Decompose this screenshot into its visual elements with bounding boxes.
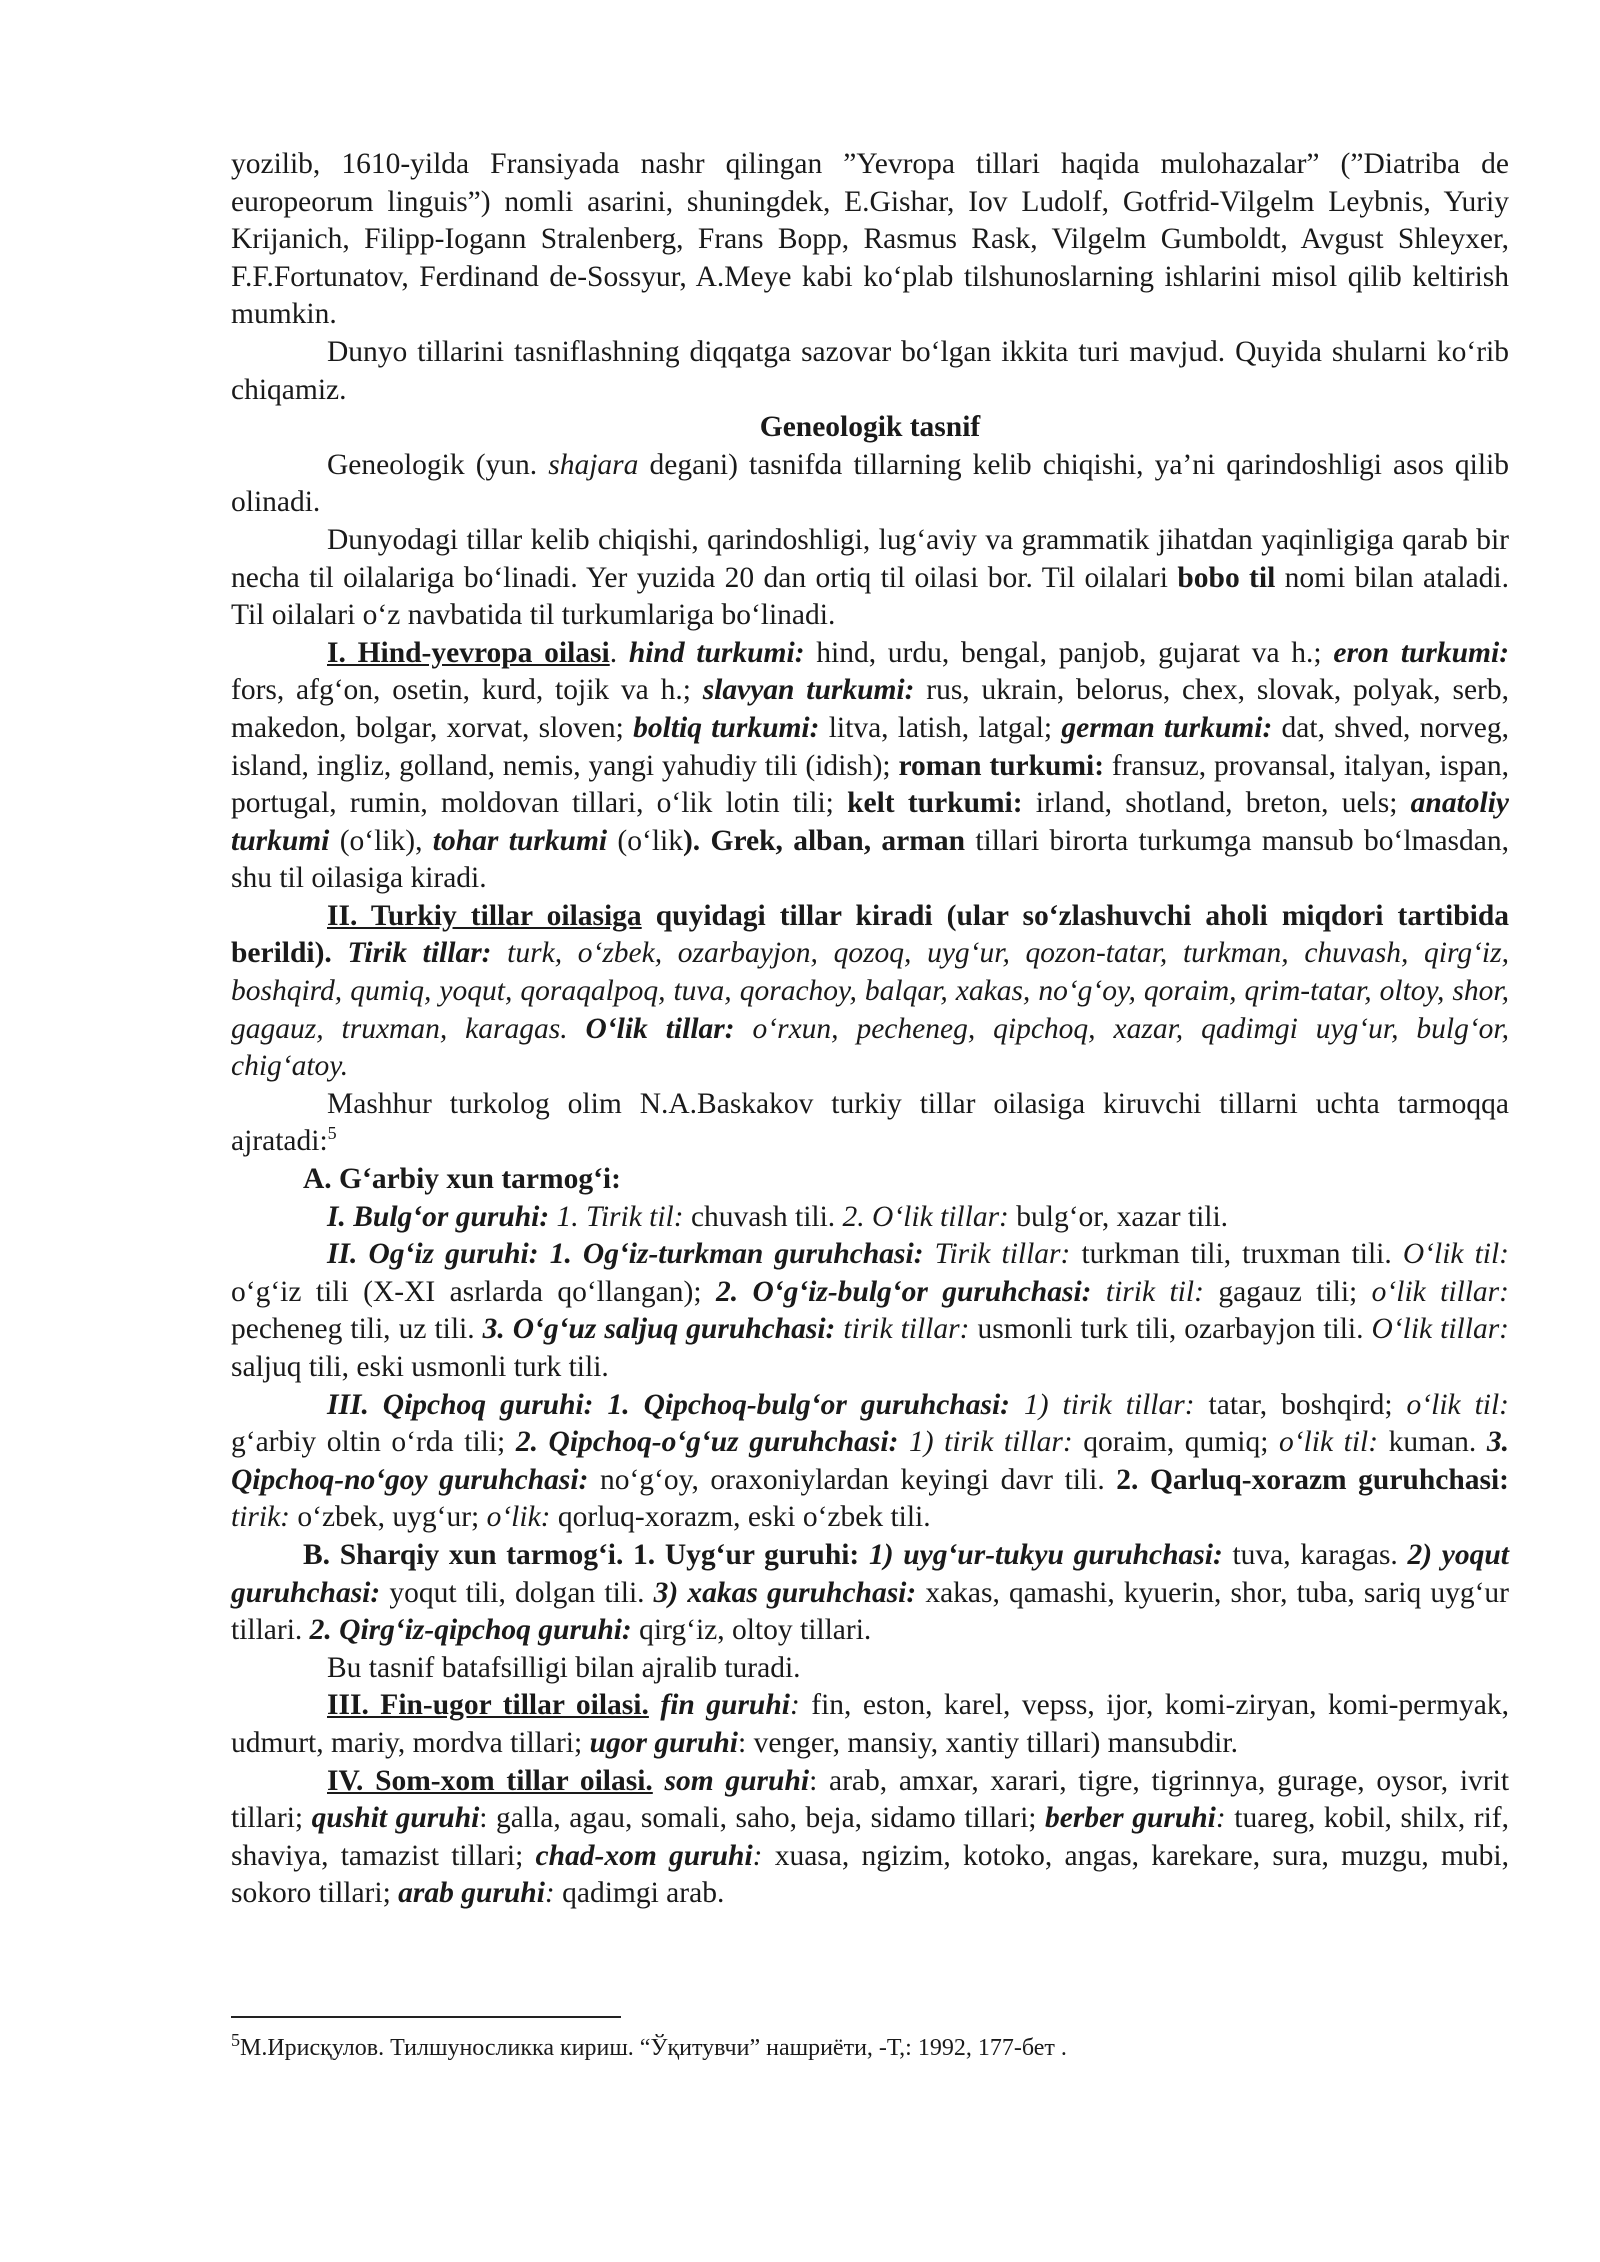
text-run: hind, urdu, bengal, panjob, gujarat va h.; xyxy=(804,636,1334,669)
genealogical-definition-paragraph xyxy=(231,447,1509,522)
group-label: chad-xom guruhi xyxy=(535,1839,753,1872)
italic-text-run: 1. Tirik til: xyxy=(549,1200,684,1233)
eastern-branch-paragraph xyxy=(231,1537,1509,1650)
italic-text-run: tirik til: xyxy=(1091,1275,1204,1308)
italic-term: shajara xyxy=(548,448,639,481)
classification-intro-paragraph: Dunyo tillarini tasniflashning diqqatga sazovar bo‘lgan ikkita turi mavjud. Quyida shularni ko‘rib chiqamiz. xyxy=(231,335,1509,406)
italic-text-run: turk, o‘zbek, ozarbayjon, qozoq, uyg‘ur, qozon-tatar, turkman, chuvash, qirg‘iz, boshqird, qumiq, yoqut, qoraqalpoq, tuva, qorachoy, balqar, xakas, no‘g‘oy, qoraim, qrim-tatar, oltoy, shor, gagauz, truxman, karagas. xyxy=(231,937,1509,1045)
text-run: rus, ukrain, belorus, chex, slovak, polyak, serb, makedon, bolgar, xorvat, sloven; xyxy=(231,674,1509,744)
text-run: fin, eston, karel, vepss, ijor, komi-ziryan, komi-permyak, udmurt, mariy, mordva tillari; xyxy=(231,1689,1509,1759)
group-label: 2. Qirg‘iz-qipchoq guruhi: xyxy=(309,1614,632,1647)
group-label: qushit guruhi xyxy=(311,1802,480,1835)
text-run: Mashhur turkolog olim N.A.Baskakov turkiy tillar oilasiga kiruvchi tillarni uchta tarmoqqa ajratadi: xyxy=(231,1087,1509,1158)
text-run: : arab, amxar, xarari, tigre, tigrinnya, gurage, oysor, ivrit tillari; xyxy=(231,1764,1510,1835)
group-label: slavyan turkumi: xyxy=(702,674,915,707)
bold-term: bobo til xyxy=(1177,561,1276,594)
main-text xyxy=(231,146,1509,1913)
italic-text-run: o‘rxun, pecheneg, qipchoq, xazar, qadimgi uyg‘ur, bulg‘or, chig‘atoy. xyxy=(231,1012,1510,1083)
text-run: Geneologik (yun. xyxy=(327,448,549,481)
italic-text-run: o‘lik tillar: xyxy=(1371,1275,1509,1308)
group-label: roman turkumi: xyxy=(898,749,1105,782)
text-run: xakas, qamashi, kyuerin, shor, tuba, sariq uyg‘ur tillari. xyxy=(231,1576,1509,1647)
text-run: : galla, agau, somali, saho, beja, sidamo tillari; xyxy=(479,1802,1046,1835)
group-label: 2. Qarluq-xorazm guruhchasi: xyxy=(1116,1463,1509,1496)
footnote-number: 5 xyxy=(231,2030,240,2050)
text-run: litva, latish, latgal; xyxy=(819,711,1062,744)
group-label: ugor guruhi xyxy=(589,1726,738,1759)
group-label: 3) xakas guruhchasi: xyxy=(653,1576,917,1609)
intro-paragraph: yozilib, 1610-yilda Fransiyada nashr qilingan ”Yevropa tillari haqida mulohazalar” (”Diatriba de europeorum linguis”) nomli asarini, shuningdek, E.Gishar, Iov Ludolf, Gotfrid-Vilgelm Leybnis, Yuriy Krijanich, Filipp-Iogann Stralenberg, Frans Bopp, Rasmus Rask, Vilgelm Gumboldt, Avgust Shleyxer, F.F.Fortunatov, Ferdinand de-Sossyur, A.Meye kabi ko‘plab tilshunoslarning ishlarini misol qilib keltirish mumkin. xyxy=(231,148,1509,331)
text-run xyxy=(649,1689,661,1721)
bold-text-run: quyidagi tillar kiradi (ular so‘zlashuvchi aholi miqdori tartibida berildi). xyxy=(231,899,1509,970)
text-run xyxy=(653,1765,665,1797)
text-run: qoraim, qumiq; xyxy=(1072,1426,1279,1459)
text-run: pecheneg tili, uz tili. xyxy=(231,1313,483,1346)
text-run: tatar, boshqird; xyxy=(1194,1388,1407,1421)
group-label: kelt turkumi: xyxy=(847,787,1023,820)
family-heading-indo-european: I. Hind-yevropa oilasi xyxy=(327,636,610,669)
group-label: hind turkumi: xyxy=(628,636,805,669)
text-run: qorluq-xorazm, eski o‘zbek tili. xyxy=(550,1501,931,1534)
text-run: usmonli turk tili, ozarbayjon tili. xyxy=(969,1313,1372,1346)
text-run: no‘g‘oy, oraxoniylardan keyingi davr tili. xyxy=(588,1463,1117,1496)
text-run: turkman tili, truxman tili. xyxy=(1070,1238,1403,1271)
indo-european-paragraph xyxy=(231,635,1509,898)
group-label: german turkumi: xyxy=(1061,711,1273,744)
text-run: (o‘lik xyxy=(607,824,683,857)
oguz-group-paragraph xyxy=(231,1236,1509,1386)
text-run: qadimgi arab. xyxy=(554,1877,725,1910)
turkic-paragraph xyxy=(231,898,1509,1086)
text-run: tuareg, kobil, shilx, rif, shaviya, tamazist tillari; xyxy=(231,1802,1509,1872)
family-heading-semito-hamitic: IV. Som-xom tillar oilasi. xyxy=(327,1764,653,1797)
detail-note-paragraph: Bu tasnif batafsilligi bilan ajralib turadi. xyxy=(327,1651,801,1684)
family-heading-finno-ugric: III. Fin-ugor tillar oilasi. xyxy=(327,1689,649,1722)
text-run: kuman. xyxy=(1378,1426,1487,1459)
group-label: tohar turkumi xyxy=(432,824,608,857)
italic-text-run: : xyxy=(752,1839,763,1872)
italic-text-run: 1) tirik tillar: xyxy=(1010,1388,1195,1421)
text-run: fors, afg‘on, osetin, kurd, tojik va h.; xyxy=(231,674,703,707)
group-label: 3. O‘g‘uz saljuq guruhchasi: xyxy=(482,1313,836,1346)
group-label: 2. O‘g‘iz-bulg‘or guruhchasi: xyxy=(715,1275,1092,1308)
text-run: dat, shved, norveg, island, ingliz, golland, nemis, yangi yahudiy tili (idish); xyxy=(231,711,1509,782)
text-run: o‘zbek, uyg‘ur; xyxy=(290,1501,487,1534)
italic-text-run: 1) tirik tillar: xyxy=(898,1426,1073,1459)
kipchak-group-paragraph xyxy=(231,1387,1509,1537)
language-families-paragraph xyxy=(231,522,1509,635)
italic-text-run: : xyxy=(544,1877,555,1910)
text-run: nomi bilan ataladi. Til oilalari o‘z navbatida til turkumlariga bo‘linadi. xyxy=(231,561,1510,632)
italic-text-run: Tirik tillar: xyxy=(923,1238,1071,1271)
text-run: gagauz tili; xyxy=(1203,1275,1372,1308)
italic-text-run: tirik: xyxy=(231,1501,290,1534)
branch-label: B. Sharqiy xun tarmog‘i. 1. Uyg‘ur guruhi: xyxy=(303,1538,860,1571)
italic-text-run: o‘lik: xyxy=(486,1501,551,1534)
text-run: chuvash tili. xyxy=(683,1200,843,1233)
italic-text-run: o‘lik til: xyxy=(1278,1426,1379,1459)
text-run: xuasa, ngizim, kotoko, angas, karekare, sura, muzgu, mubi, sokoro tillari; xyxy=(231,1839,1509,1910)
western-branch-heading xyxy=(231,1161,1509,1199)
text-run: Dunyodagi tillar kelib chiqishi, qarindoshligi, lug‘aviy va grammatik jihatdan yaqinligiga qarab bir necha til oilalariga bo‘linadi. Yer yuzida 20 dan ortiq til oilasi bor. Til oilalari xyxy=(231,523,1509,594)
group-label: 1) uyg‘ur-tukyu guruhchasi: xyxy=(859,1538,1223,1571)
text-run: tillari birorta turkumga mansub bo‘lmasdan, shu til oilasiga kiradi. xyxy=(231,824,1510,895)
branch-label: A. G‘arbiy xun tarmog‘i: xyxy=(303,1163,621,1196)
group-label: III. Qipchoq guruhi: 1. Qipchoq-bulg‘or guruhchasi: xyxy=(327,1388,1011,1421)
text-run: . xyxy=(609,636,629,669)
footnote-separator xyxy=(231,2016,621,2018)
group-label: 2. Qipchoq-o‘g‘uz guruhchasi: xyxy=(515,1426,899,1459)
group-label: 2) yoqut guruhchasi: xyxy=(231,1538,1509,1609)
bold-term: ). Grek, alban, arman xyxy=(682,824,965,857)
italic-text-run: tirik tillar: xyxy=(835,1313,970,1346)
italic-text-run: 2. O‘lik tillar: xyxy=(842,1200,1009,1233)
text-run: g‘arbiy oltin o‘rda tili; xyxy=(231,1426,516,1459)
text-run: o‘g‘iz tili (X-XI asrlarda qo‘llangan); xyxy=(231,1275,716,1308)
italic-text-run: O‘lik tillar: xyxy=(1371,1313,1510,1346)
footnote xyxy=(231,2030,1509,2063)
section-heading: Geneologik tasnif xyxy=(759,411,981,444)
group-label: eron turkumi: xyxy=(1333,636,1510,669)
group-label: II. Og‘iz guruhi: 1. Og‘iz-turkman guruhchasi: xyxy=(327,1238,924,1271)
footnote-text: М.Ирисқулов. Тилшуносликка кириш. “Ўқитувчи” нашриёти, -Т,: 1992, 177-бет . xyxy=(240,2035,1067,2061)
family-heading-turkic: II. Turkiy tillar oilasiga xyxy=(327,899,642,932)
footnote-reference[interactable]: 5 xyxy=(327,1123,337,1144)
baskakov-paragraph xyxy=(231,1086,1509,1161)
italic-text-run: : xyxy=(1215,1802,1226,1835)
text-run: fransuz, provansal, italyan, ispan, portugal, rumin, moldovan tillari, o‘lik lotin tili; xyxy=(231,749,1509,820)
text-run: degani) tasnifda tillarning kelib chiqishi, ya’ni qarindoshligi asos qilib olinadi. xyxy=(231,448,1509,519)
group-label: fin guruhi xyxy=(660,1689,790,1722)
group-label: boltiq turkumi: xyxy=(633,711,820,744)
group-label: som guruhi xyxy=(664,1764,810,1797)
text-run: yoqut tili, dolgan tili. xyxy=(380,1576,654,1609)
italic-text-run: O‘lik til: xyxy=(1402,1238,1510,1271)
finno-ugric-paragraph xyxy=(231,1687,1509,1762)
group-label: 3. Qipchoq-no‘goy guruhchasi: xyxy=(231,1426,1509,1496)
text-run: saljuq tili, eski usmonli turk tili. xyxy=(231,1351,609,1383)
semito-hamitic-paragraph xyxy=(231,1763,1509,1913)
bulgar-group-paragraph xyxy=(231,1199,1509,1237)
italic-text-run: o‘lik til: xyxy=(1406,1388,1510,1421)
group-label: anatoliy turkumi xyxy=(231,787,1509,857)
text-run: tuva, karagas. xyxy=(1222,1538,1408,1571)
group-label: arab guruhi xyxy=(398,1877,545,1910)
group-label: I. Bulg‘or guruhi: xyxy=(327,1200,550,1233)
text-run: (o‘lik), xyxy=(329,824,433,857)
text-run: bulg‘or, xazar tili. xyxy=(1008,1200,1229,1233)
group-label: Tirik tillar: xyxy=(347,937,492,970)
text-run: : venger, mansiy, xantiy tillari) mansubdir. xyxy=(738,1726,1238,1759)
italic-text-run: : xyxy=(789,1689,800,1722)
text-run: qirg‘iz, oltoy tillari. xyxy=(631,1614,872,1647)
text-run: irland, shotland, breton, uels; xyxy=(1022,787,1411,820)
group-label: berber guruhi xyxy=(1045,1802,1216,1835)
group-label: O‘lik tillar: xyxy=(585,1012,735,1045)
